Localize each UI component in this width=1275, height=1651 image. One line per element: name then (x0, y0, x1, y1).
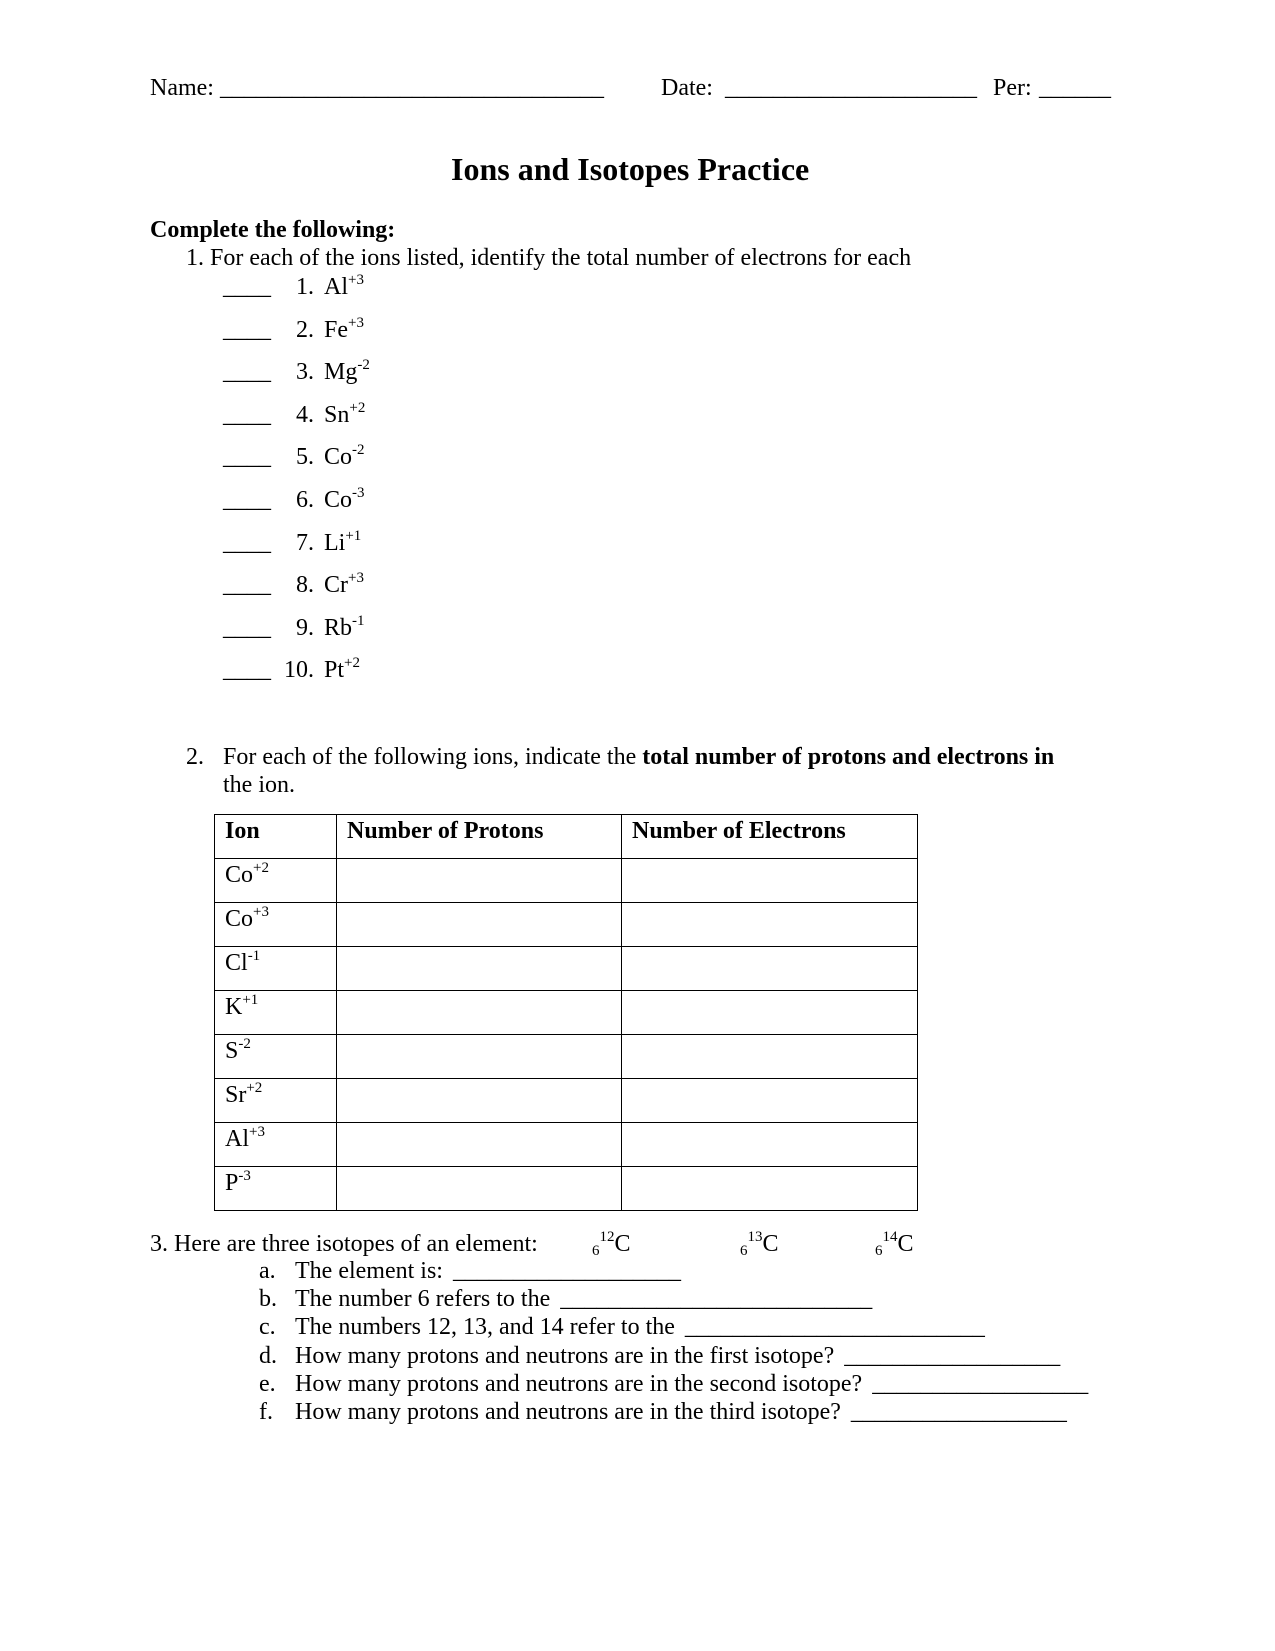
part-text: How many protons and neutrons are in the first isotope? (295, 1342, 835, 1369)
answer-blank[interactable]: ____ (223, 614, 271, 641)
answer-blank[interactable]: ____ (223, 657, 271, 684)
answer-line[interactable]: __________________ (844, 1342, 1061, 1369)
item-number: 6. (296, 487, 314, 513)
part-letter: a. (259, 1258, 276, 1284)
answer-blank[interactable]: ____ (223, 401, 271, 428)
ion-cell (215, 903, 337, 947)
ion-charge: -2 (238, 1036, 251, 1052)
ion-charge: +3 (348, 314, 364, 331)
ion-charge: +3 (348, 570, 364, 587)
ion-list-item (223, 570, 364, 599)
answer-blank[interactable]: ____ (223, 359, 271, 386)
answer-blank[interactable]: ____ (223, 529, 271, 556)
q3-prompt: 3. Here are three isotopes of an element: (150, 1231, 538, 1257)
answer-line[interactable]: ___________________ (452, 1258, 681, 1284)
ion-symbol: Co (225, 906, 254, 932)
electrons-cell[interactable] (622, 903, 918, 947)
protons-cell[interactable] (337, 1079, 622, 1123)
name-field[interactable]: ________________________________ (220, 75, 604, 101)
table-header-row (215, 815, 918, 859)
element-symbol: C (897, 1231, 914, 1257)
q2-number: 2. (186, 744, 204, 770)
q3-part (259, 1259, 681, 1283)
ion-symbol: Cr (324, 572, 348, 599)
ion-charge: +3 (253, 904, 269, 920)
part-letter: e. (259, 1370, 276, 1397)
q2-prompt-text: For each of the following ions, indicate the (223, 744, 643, 770)
q3-part (259, 1315, 985, 1339)
ion-list-item (223, 612, 365, 641)
ion-symbol: Co (324, 487, 353, 513)
answer-blank[interactable]: ____ (223, 274, 271, 300)
part-letter: b. (259, 1286, 277, 1313)
ion-symbol: Mg (324, 359, 358, 386)
ion-list-item (223, 272, 364, 300)
q2-prompt-bold: total number of protons and electrons in (642, 744, 1055, 770)
electrons-cell[interactable] (622, 859, 918, 903)
element-symbol: C (762, 1231, 779, 1257)
ion-charge: +3 (348, 272, 364, 288)
part-letter: c. (259, 1314, 276, 1341)
protons-cell[interactable] (337, 991, 622, 1035)
ion-symbol: Co (225, 862, 254, 888)
electrons-cell[interactable] (622, 947, 918, 991)
protons-cell[interactable] (337, 947, 622, 991)
answer-line[interactable]: __________________ (872, 1370, 1089, 1397)
electrons-cell[interactable] (622, 991, 918, 1035)
instructions-heading: Complete the following: (150, 217, 396, 243)
isotope-notation (740, 1229, 779, 1259)
mass-number: 14 (882, 1229, 898, 1245)
table-row (215, 1123, 918, 1167)
element-symbol: C (614, 1231, 631, 1257)
part-letter: d. (259, 1342, 277, 1369)
ion-symbol: Co (324, 444, 353, 471)
item-number: 1. (296, 274, 314, 300)
table-row (215, 947, 918, 991)
header-protons: Number of Protons (337, 815, 622, 859)
ion-cell (215, 947, 337, 991)
protons-cell[interactable] (337, 903, 622, 947)
q3-part (259, 1372, 1088, 1396)
protons-cell[interactable] (337, 1035, 622, 1079)
isotope-notation (875, 1229, 914, 1259)
atomic-number: 6 (592, 1243, 600, 1259)
ion-charge: -1 (352, 612, 365, 629)
protons-cell[interactable] (337, 859, 622, 903)
header-ion: Ion (215, 815, 337, 859)
period-label: Per: (993, 75, 1032, 101)
name-label: Name: (150, 75, 214, 101)
protons-cell[interactable] (337, 1167, 622, 1211)
ion-charge: -1 (247, 948, 261, 964)
part-letter: f. (259, 1399, 273, 1425)
item-number: 7. (296, 529, 314, 556)
ion-list-item (223, 655, 360, 684)
ion-charge: -2 (357, 357, 370, 374)
ion-symbol: K (225, 994, 243, 1020)
header-electrons: Number of Electrons (622, 815, 918, 859)
answer-line[interactable]: _________________________ (684, 1314, 985, 1341)
part-text: The numbers 12, 13, and 14 refer to the (295, 1314, 675, 1341)
ion-symbol: Rb (324, 614, 353, 641)
electrons-cell[interactable] (622, 1167, 918, 1211)
date-label: Date: (661, 75, 713, 101)
date-field[interactable]: _____________________ (725, 75, 977, 101)
mass-number: 12 (599, 1229, 615, 1245)
table-row (215, 1167, 918, 1211)
q3-part (259, 1287, 872, 1311)
ion-symbol: Al (225, 1126, 249, 1152)
ion-list-item (223, 527, 362, 556)
ion-charge: -3 (238, 1168, 251, 1184)
part-text: The number 6 refers to the (295, 1286, 551, 1313)
part-text: How many protons and neutrons are in the third isotope? (295, 1399, 841, 1425)
item-number: 2. (296, 316, 314, 343)
answer-blank[interactable]: ____ (223, 444, 271, 471)
q3-part (259, 1400, 1067, 1424)
item-number: 4. (296, 401, 314, 428)
ions-table (214, 814, 918, 1211)
item-number: 10. (284, 657, 314, 684)
ion-list-item (223, 314, 364, 343)
ion-charge: +1 (345, 527, 362, 544)
ion-charge: +2 (349, 399, 366, 416)
ion-symbol: P (225, 1170, 239, 1196)
ion-charge: +3 (249, 1124, 265, 1140)
ion-cell (215, 1079, 337, 1123)
ion-list-item (223, 399, 366, 428)
mass-number: 13 (747, 1229, 763, 1245)
ion-charge: +2 (246, 1080, 263, 1096)
table-row (215, 991, 918, 1035)
ion-list-item (223, 485, 365, 513)
electrons-cell[interactable] (622, 1035, 918, 1079)
table-row (215, 1035, 918, 1079)
electrons-cell[interactable] (622, 1079, 918, 1123)
ion-charge: +2 (344, 655, 360, 672)
ion-cell (215, 991, 337, 1035)
part-text: The element is: (295, 1258, 443, 1284)
isotope-notation (592, 1229, 631, 1259)
answer-blank[interactable]: ____ (223, 572, 271, 599)
q2-prompt (223, 745, 1054, 769)
ion-symbol: Li (324, 529, 346, 556)
ion-cell (215, 1167, 337, 1211)
ion-charge: +1 (242, 992, 259, 1008)
answer-line[interactable]: __________________________ (560, 1286, 873, 1313)
ion-symbol: Sr (225, 1082, 247, 1108)
ion-charge: -3 (352, 485, 365, 501)
answer-line[interactable]: __________________ (850, 1399, 1067, 1425)
q1-prompt: 1. For each of the ions listed, identify the total number of electrons for each (186, 245, 912, 271)
q3-part (259, 1344, 1060, 1368)
ion-charge: -2 (352, 442, 365, 459)
answer-blank[interactable]: ____ (223, 487, 271, 513)
ion-symbol: Pt (324, 657, 345, 684)
item-number: 3. (296, 359, 314, 386)
ion-cell (215, 859, 337, 903)
part-text: How many protons and neutrons are in the second isotope? (295, 1370, 863, 1397)
answer-blank[interactable]: ____ (223, 316, 271, 343)
ion-symbol: Al (324, 274, 348, 300)
atomic-number: 6 (740, 1243, 748, 1259)
ion-list-item (223, 357, 370, 386)
protons-cell[interactable] (337, 1123, 622, 1167)
table-row (215, 903, 918, 947)
ion-symbol: Cl (225, 950, 248, 976)
atomic-number: 6 (875, 1243, 883, 1259)
item-number: 5. (296, 444, 314, 471)
page-title: Ions and Isotopes Practice (451, 151, 810, 187)
ion-cell (215, 1123, 337, 1167)
table-row (215, 859, 918, 903)
ion-list-item (223, 442, 365, 471)
ion-charge: +2 (253, 860, 269, 876)
item-number: 8. (296, 572, 314, 599)
ion-symbol: Fe (324, 316, 348, 343)
table-row (215, 1079, 918, 1123)
electrons-cell[interactable] (622, 1123, 918, 1167)
ion-symbol: S (225, 1038, 239, 1064)
item-number: 9. (296, 614, 314, 641)
period-field[interactable]: ______ (1039, 75, 1111, 101)
ion-symbol: Sn (324, 401, 350, 428)
q2-prompt-line2: the ion. (223, 772, 295, 798)
ion-cell (215, 1035, 337, 1079)
